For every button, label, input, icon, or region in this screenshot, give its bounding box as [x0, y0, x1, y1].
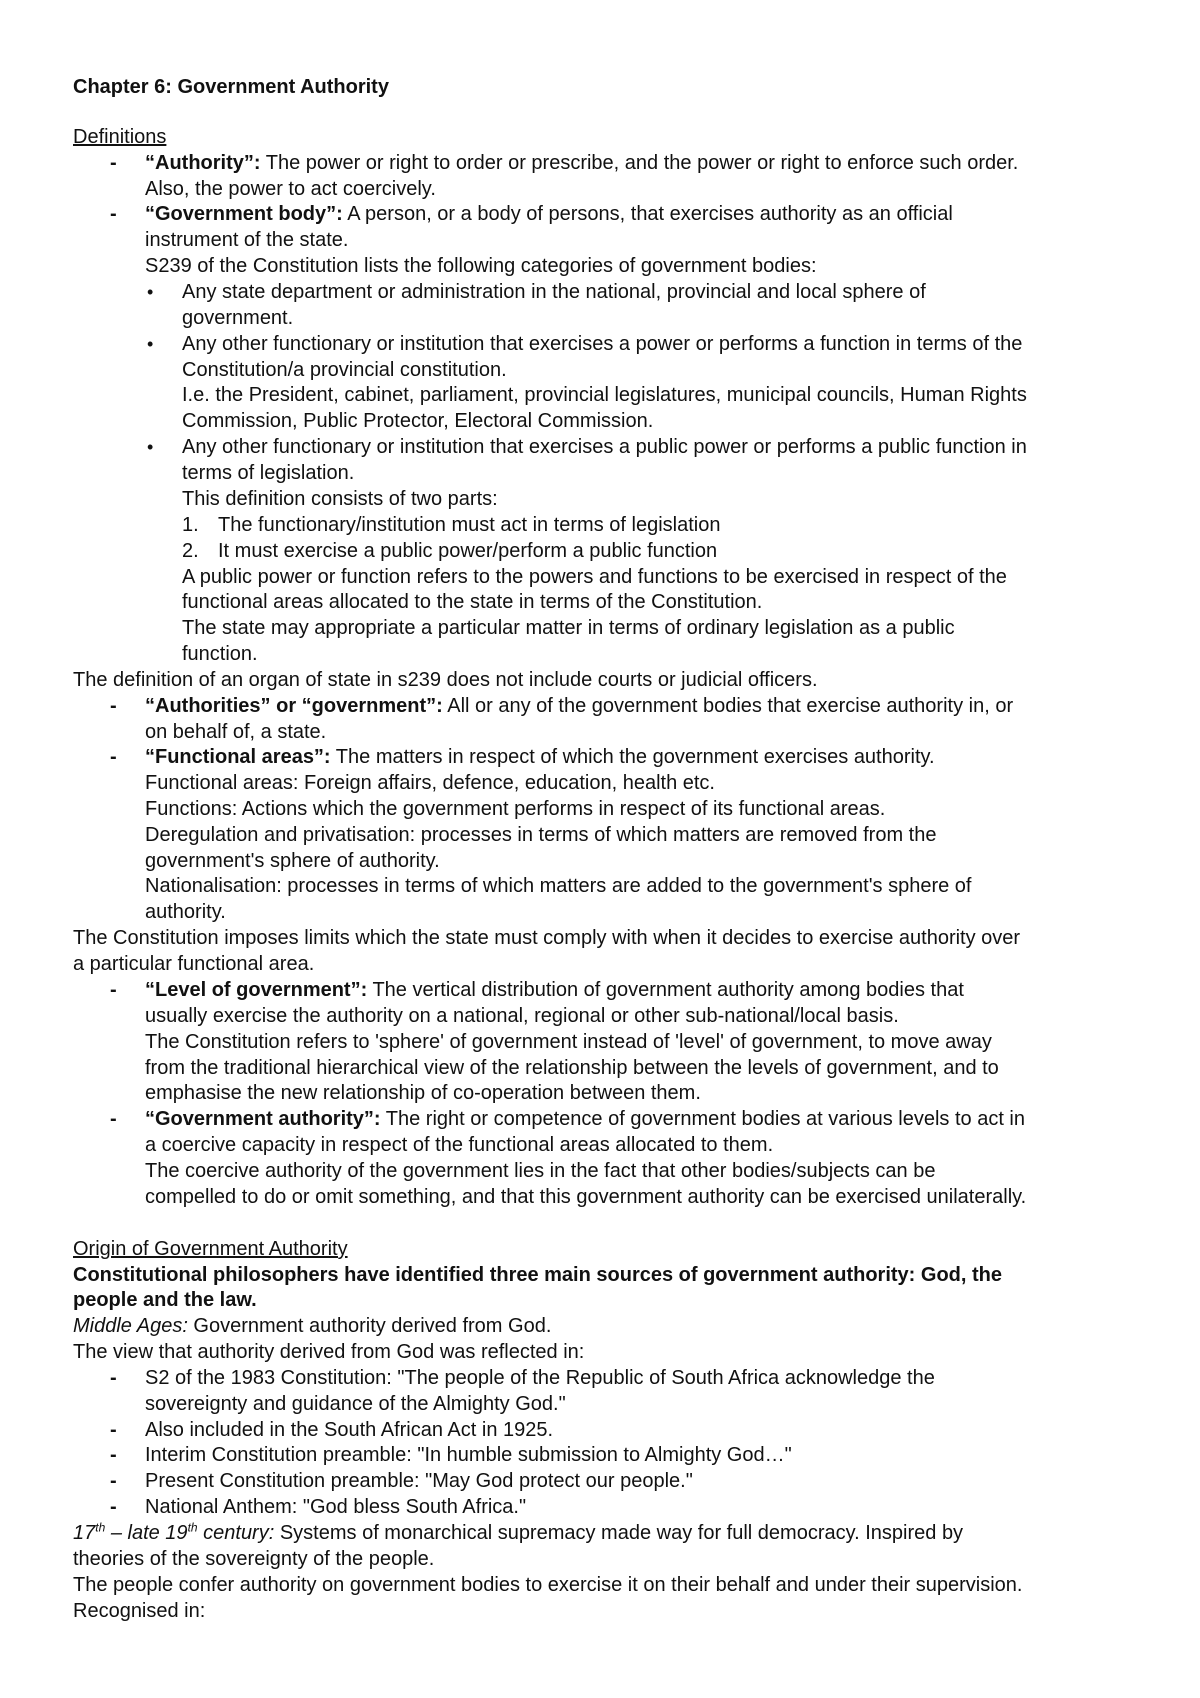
term-authorities: “Authorities” or “government”: — [145, 695, 443, 717]
bullet-dot: • — [147, 282, 154, 302]
definition-text: Functional areas: Foreign affairs, defence, education, health etc. — [145, 772, 715, 794]
dash-bullet: - — [110, 746, 117, 768]
definition-text: usually exercise the authority on a national, regional or other sub-national/local basis. — [145, 1005, 899, 1027]
definition-text: The power or right to order or prescribe, and the power or right to enforce such order. — [260, 152, 1019, 174]
bullet-text: terms of legislation. — [182, 462, 355, 484]
definition-text: a coercive capacity in respect of the functional areas allocated to them. — [145, 1134, 774, 1156]
definition-authorities — [145, 694, 1013, 720]
century-label — [73, 1522, 274, 1544]
bullet-text: Any state department or administration in the national, provincial and local sphere of — [182, 281, 926, 303]
list-item: sovereignty and guidance of the Almighty God." — [145, 1393, 566, 1415]
definition-government-authority — [145, 1107, 1025, 1133]
definition-text: Deregulation and privatisation: processes in terms of which matters are removed from the — [145, 824, 937, 846]
definition-level-of-government — [145, 978, 964, 1004]
dash-bullet: - — [110, 1108, 117, 1130]
term-government-body: “Government body”: — [145, 203, 343, 225]
paragraph: a particular functional area. — [73, 953, 315, 975]
dash-bullet: - — [110, 152, 117, 174]
definition-text: The coercive authority of the government lies in the fact that other bodies/subjects can be — [145, 1160, 936, 1182]
definition-text: The matters in respect of which the government exercises authority. — [330, 746, 935, 768]
definition-functional-areas — [145, 745, 935, 771]
definition-text: Functions: Actions which the government performs in respect of its functional areas. — [145, 798, 886, 820]
definitions-heading: Definitions — [73, 126, 167, 148]
list-item: S2 of the 1983 Constitution: "The people of the Republic of South Africa acknowledge the — [145, 1367, 935, 1389]
ordinal-suffix: th — [187, 1520, 198, 1535]
bullet-text: function. — [182, 643, 258, 665]
definition-text: from the traditional hierarchical view of the relationship between the levels of government, and to — [145, 1057, 999, 1079]
century-number: 17 — [73, 1522, 96, 1544]
dash-bullet: - — [110, 979, 117, 1001]
bullet-dot: • — [147, 334, 154, 354]
definition-text: authority. — [145, 901, 226, 923]
paragraph-middle-ages — [73, 1314, 551, 1340]
bullet-text: functional areas allocated to the state in terms of the Constitution. — [182, 591, 763, 613]
bullet-text: Commission, Public Protector, Electoral Commission. — [182, 410, 654, 432]
bullet-text: This definition consists of two parts: — [182, 488, 498, 510]
ordinal-suffix: th — [95, 1520, 106, 1535]
term-authority: “Authority”: — [145, 152, 261, 174]
dash-bullet: - — [110, 1367, 117, 1389]
dash-bullet: - — [110, 695, 117, 717]
paragraph: Recognised in: — [73, 1600, 206, 1622]
definition-text: Nationalisation: processes in terms of which matters are added to the government's sphere of — [145, 875, 972, 897]
century-range: – late 19 — [105, 1522, 188, 1544]
bullet-text: I.e. the President, cabinet, parliament, provincial legislatures, municipal councils, Human Rights — [182, 384, 1027, 406]
bullet-text: The state may appropriate a particular matter in terms of ordinary legislation as a public — [182, 617, 955, 639]
dash-bullet: - — [110, 1496, 117, 1518]
definition-text: instrument of the state. — [145, 229, 349, 251]
list-item: It must exercise a public power/perform a public function — [218, 540, 718, 562]
term-functional-areas: “Functional areas”: — [145, 746, 331, 768]
definition-text: on behalf of, a state. — [145, 721, 327, 743]
middle-ages-label: Middle Ages: — [73, 1315, 188, 1337]
list-item: Interim Constitution preamble: "In humble submission to Almighty God…" — [145, 1444, 792, 1466]
term-government-authority: “Government authority”: — [145, 1108, 381, 1130]
definition-text: A person, or a body of persons, that exercises authority as an official — [342, 203, 953, 225]
paragraph: theories of the sovereignty of the people. — [73, 1548, 435, 1570]
definition-text: The Constitution refers to 'sphere' of government instead of 'level' of government, to move away — [145, 1031, 992, 1053]
paragraph: The people confer authority on government bodies to exercise it on their behalf and under their supervision. — [73, 1574, 1023, 1596]
paragraph: The definition of an organ of state in s239 does not include courts or judicial officers. — [73, 669, 818, 691]
definition-authority — [145, 151, 1018, 177]
dash-bullet: - — [110, 203, 117, 225]
century-word: century: — [197, 1522, 275, 1544]
list-number: 1. — [182, 514, 199, 536]
bullet-text: Constitution/a provincial constitution. — [182, 359, 507, 381]
definition-text: compelled to do or omit something, and that this government authority can be exercised unilaterally. — [145, 1186, 1027, 1208]
term-level-of-government: “Level of government”: — [145, 979, 368, 1001]
bullet-text: Any other functionary or institution that exercises a public power or performs a public function in — [182, 436, 1027, 458]
definition-text: government's sphere of authority. — [145, 850, 440, 872]
definition-text: Also, the power to act coercively. — [145, 178, 436, 200]
paragraph: The Constitution imposes limits which the state must comply with when it decides to exercise authority over — [73, 927, 1021, 949]
definition-text: S239 of the Constitution lists the following categories of government bodies: — [145, 255, 817, 277]
dash-bullet: - — [110, 1444, 117, 1466]
paragraph: The view that authority derived from God was reflected in: — [73, 1341, 585, 1363]
bullet-text: government. — [182, 307, 294, 329]
list-item: National Anthem: "God bless South Africa." — [145, 1496, 527, 1518]
bullet-text: A public power or function refers to the powers and functions to be exercised in respect of the — [182, 566, 1007, 588]
list-item: Present Constitution preamble: "May God protect our people." — [145, 1470, 693, 1492]
page-title: Chapter 6: Government Authority — [73, 76, 389, 98]
definition-government-body — [145, 202, 953, 228]
paragraph-century — [73, 1521, 963, 1547]
origin-heading: Origin of Government Authority — [73, 1238, 348, 1260]
definition-text: The vertical distribution of government authority among bodies that — [367, 979, 964, 1001]
list-number: 2. — [182, 540, 199, 562]
origin-summary: people and the law. — [73, 1289, 257, 1311]
bullet-dot: • — [147, 437, 154, 457]
list-item: Also included in the South African Act in 1925. — [145, 1419, 554, 1441]
origin-summary: Constitutional philosophers have identified three main sources of government authority: God, the — [73, 1264, 1002, 1286]
paragraph-text: Systems of monarchical supremacy made way for full democracy. Inspired by — [274, 1522, 964, 1544]
definition-text: The right or competence of government bodies at various levels to act in — [380, 1108, 1026, 1130]
paragraph-text: Government authority derived from God. — [187, 1315, 552, 1337]
list-item: The functionary/institution must act in terms of legislation — [218, 514, 721, 536]
dash-bullet: - — [110, 1470, 117, 1492]
bullet-text: Any other functionary or institution that exercises a power or performs a function in terms of the — [182, 333, 1023, 355]
dash-bullet: - — [110, 1419, 117, 1441]
definition-text: emphasise the new relationship of co-operation between them. — [145, 1082, 701, 1104]
definition-text: All or any of the government bodies that exercise authority in, or — [442, 695, 1014, 717]
